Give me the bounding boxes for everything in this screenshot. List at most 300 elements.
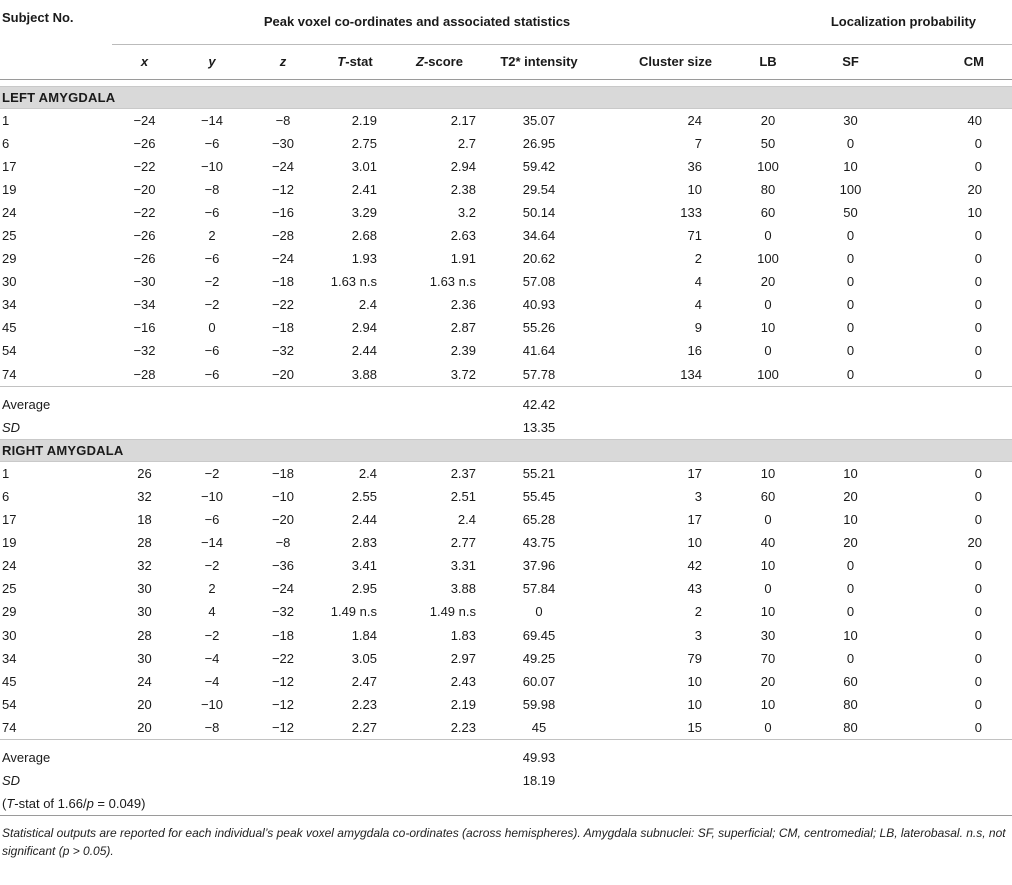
t2-intensity-cell: 57.84 <box>522 581 556 597</box>
t-stat-header: T-stat <box>319 44 391 79</box>
cm-header: CM <box>887 44 1012 79</box>
lb-cell: 20 <box>760 673 776 689</box>
table-row <box>0 461 1012 485</box>
table-row <box>0 247 1012 270</box>
t-stat-cell: 2.68 <box>351 228 377 244</box>
cm-cell: 0 <box>974 465 983 481</box>
table-footnote: Statistical outputs are reported for each individual’s peak voxel amygdala co-ordinates (across hemispheres). Amygdala subnuclei: SF, superficial; CM, centromedial; LB, laterobasal. n.s, not significant (p > 0.05). <box>0 816 1012 861</box>
sf-cell: 0 <box>846 581 855 597</box>
cm-cell: 0 <box>974 604 983 620</box>
x-cell: −30 <box>133 274 156 290</box>
sf-cell: 10 <box>843 158 858 174</box>
x-cell: −28 <box>133 366 156 382</box>
cluster-size-cell: 43 <box>687 581 702 597</box>
cluster-size-header: Cluster size <box>590 44 722 79</box>
sf-cell: 80 <box>843 719 858 735</box>
y-cell: −2 <box>204 558 220 574</box>
t2-intensity-cell: 57.08 <box>522 274 556 290</box>
sf-cell: 80 <box>843 696 858 712</box>
cluster-size-cell: 133 <box>680 204 702 220</box>
table-row <box>0 132 1012 155</box>
localization-group-header: Localization probability <box>722 0 1012 44</box>
cm-cell: 20 <box>967 535 983 551</box>
y-cell: −6 <box>204 343 220 359</box>
z-cell: −24 <box>271 251 295 267</box>
lb-cell: 100 <box>757 251 779 267</box>
table-row <box>0 270 1012 293</box>
cm-cell: 0 <box>974 650 983 666</box>
y-cell: 2 <box>208 581 216 597</box>
subject-no-cell: 34 <box>2 297 17 313</box>
subject-no-cell: 6 <box>2 135 10 151</box>
cluster-size-cell: 2 <box>694 604 702 620</box>
z-score-cell: 2.17 <box>450 112 476 128</box>
cm-cell: 40 <box>967 112 983 128</box>
subject-subheader <box>0 44 112 79</box>
z-header: z <box>247 44 319 79</box>
t2-intensity-cell: 29.54 <box>522 181 556 197</box>
cluster-size-cell: 3 <box>694 627 702 643</box>
y-cell: −4 <box>204 673 220 689</box>
z-score-cell: 2.19 <box>450 696 476 712</box>
sf-cell: 0 <box>846 228 855 244</box>
subject-no-cell: 17 <box>2 512 17 528</box>
table-row <box>0 554 1012 577</box>
z-cell: −18 <box>271 320 295 336</box>
z-cell: −22 <box>271 650 295 666</box>
x-cell: −32 <box>133 343 156 359</box>
x-cell: −22 <box>133 158 156 174</box>
t2-intensity-cell: 41.64 <box>522 343 556 359</box>
lb-cell: 100 <box>757 366 779 382</box>
cm-cell: 0 <box>974 320 983 336</box>
x-header: x <box>112 44 177 79</box>
y-cell: 2 <box>208 228 216 244</box>
table-row <box>0 363 1012 387</box>
cluster-size-cell: 7 <box>694 135 702 151</box>
cluster-size-cell: 9 <box>694 320 702 336</box>
x-cell: −34 <box>133 297 156 313</box>
cm-cell: 0 <box>974 581 983 597</box>
table-row <box>0 716 1012 740</box>
lb-header: LB <box>722 44 814 79</box>
left-amygdala-heading: LEFT AMYGDALA <box>0 86 1012 108</box>
z-cell: −12 <box>271 719 295 735</box>
cluster-size-cell: 36 <box>687 158 702 174</box>
t-stat-cell: 3.88 <box>351 366 377 382</box>
z-score-cell: 2.37 <box>450 465 476 481</box>
cm-cell: 0 <box>974 719 983 735</box>
z-score-cell: 1.91 <box>450 251 476 267</box>
cm-cell: 0 <box>974 251 983 267</box>
left-amygdala-heading-row <box>0 86 1012 108</box>
t-stat-cell: 1.93 <box>351 251 377 267</box>
table-row <box>0 316 1012 339</box>
t-stat-cell: 2.44 <box>351 512 377 528</box>
sd-value: 13.35 <box>522 419 556 435</box>
z-cell: −18 <box>271 274 295 290</box>
lb-cell: 70 <box>760 650 776 666</box>
right-sd-row <box>0 769 1012 792</box>
lb-cell: 10 <box>760 604 776 620</box>
subject-no-cell: 24 <box>2 558 17 574</box>
lb-cell: 20 <box>760 112 776 128</box>
cluster-size-cell: 79 <box>687 650 702 666</box>
z-cell: −36 <box>271 558 295 574</box>
table-row <box>0 693 1012 716</box>
cluster-size-cell: 4 <box>694 274 702 290</box>
table-row <box>0 155 1012 178</box>
x-cell: −26 <box>133 251 156 267</box>
lb-cell: 100 <box>757 158 779 174</box>
subject-no-header: Subject No. <box>2 10 74 25</box>
lb-cell: 0 <box>764 581 772 597</box>
sf-cell: 0 <box>846 558 855 574</box>
table-row <box>0 577 1012 600</box>
z-score-cell: 2.4 <box>457 512 476 528</box>
y-cell: −2 <box>204 297 220 313</box>
t2-intensity-cell: 45 <box>531 719 547 735</box>
z-score-cell: 1.63 n.s <box>429 274 476 290</box>
left-summary <box>0 386 1012 439</box>
z-cell: −22 <box>271 297 295 313</box>
sf-cell: 10 <box>843 512 858 528</box>
y-cell: −10 <box>200 488 224 504</box>
z-score-header: Z-score <box>391 44 488 79</box>
z-score-cell: 2.87 <box>450 320 476 336</box>
z-score-cell: 2.77 <box>450 535 476 551</box>
subject-no-cell: 24 <box>2 204 17 220</box>
x-cell: 24 <box>137 673 152 689</box>
lb-cell: 0 <box>764 297 772 313</box>
z-score-cell: 2.23 <box>450 719 476 735</box>
z-score-cell: 1.83 <box>450 627 476 643</box>
sf-cell: 0 <box>846 343 855 359</box>
table-row <box>0 178 1012 201</box>
z-cell: −8 <box>275 112 291 128</box>
cm-cell: 0 <box>974 366 983 382</box>
table-row <box>0 201 1012 224</box>
table-row <box>0 623 1012 646</box>
z-cell: −30 <box>271 135 295 151</box>
sf-cell: 0 <box>846 366 855 382</box>
t2-intensity-cell: 59.42 <box>522 158 556 174</box>
y-cell: −10 <box>200 158 224 174</box>
table-row <box>0 600 1012 623</box>
z-score-cell: 2.38 <box>450 181 476 197</box>
cluster-size-cell: 10 <box>687 673 702 689</box>
right-amygdala-heading: RIGHT AMYGDALA <box>0 439 1012 461</box>
z-cell: −12 <box>271 696 295 712</box>
cm-cell: 0 <box>974 135 983 151</box>
table-row <box>0 670 1012 693</box>
sf-header: SF <box>814 44 887 79</box>
left-sd-row <box>0 416 1012 440</box>
lb-cell: 60 <box>760 204 776 220</box>
sf-cell: 10 <box>843 627 858 643</box>
y-cell: −14 <box>200 112 224 128</box>
t2-intensity-cell: 0 <box>535 604 543 620</box>
cm-cell: 10 <box>967 204 983 220</box>
z-cell: −24 <box>271 581 295 597</box>
subject-no-cell: 54 <box>2 343 17 359</box>
cm-cell: 0 <box>974 297 983 313</box>
z-score-cell: 1.49 n.s <box>429 604 476 620</box>
t2-intensity-cell: 40.93 <box>522 297 556 313</box>
x-cell: −26 <box>133 135 156 151</box>
table-row <box>0 485 1012 508</box>
z-score-cell: 2.63 <box>450 228 476 244</box>
z-cell: −10 <box>271 488 295 504</box>
sf-cell: 0 <box>846 251 855 267</box>
z-score-cell: 2.51 <box>450 488 476 504</box>
subject-no-cell: 1 <box>2 112 10 128</box>
sf-cell: 0 <box>846 274 855 290</box>
t2-intensity-cell: 49.25 <box>522 650 556 666</box>
footnote-row <box>0 816 1012 861</box>
table-row <box>0 508 1012 531</box>
lb-cell: 10 <box>760 558 776 574</box>
table-row <box>0 339 1012 362</box>
t-stat-cell: 1.63 n.s <box>330 274 377 290</box>
t2-intensity-cell: 55.21 <box>522 465 556 481</box>
t2-intensity-cell: 50.14 <box>522 204 556 220</box>
sf-cell: 20 <box>843 488 858 504</box>
t-stat-cell: 2.94 <box>351 320 377 336</box>
t2-intensity-cell: 34.64 <box>522 228 556 244</box>
cm-cell: 0 <box>974 488 983 504</box>
lb-cell: 80 <box>760 181 776 197</box>
lb-cell: 0 <box>764 719 772 735</box>
t2-intensity-cell: 59.98 <box>522 696 556 712</box>
y-cell: −6 <box>204 251 220 267</box>
cluster-size-cell: 4 <box>694 297 702 313</box>
z-cell: −24 <box>271 158 295 174</box>
t-stat-cell: 3.05 <box>351 650 377 666</box>
sf-cell: 0 <box>846 297 855 313</box>
z-score-cell: 3.88 <box>450 581 476 597</box>
z-score-cell: 2.97 <box>450 650 476 666</box>
x-cell: 30 <box>137 604 152 620</box>
subject-no-cell: 34 <box>2 650 17 666</box>
x-cell: 20 <box>137 719 152 735</box>
subject-no-cell: 25 <box>2 581 17 597</box>
lb-cell: 10 <box>760 696 776 712</box>
x-cell: −16 <box>133 320 156 336</box>
cluster-size-cell: 24 <box>687 112 702 128</box>
cm-cell: 0 <box>974 696 983 712</box>
sd-label: SD <box>2 773 21 789</box>
t-stat-cell: 2.4 <box>358 297 377 313</box>
cluster-size-cell: 71 <box>687 228 702 244</box>
table-row <box>0 293 1012 316</box>
cm-cell: 20 <box>967 181 983 197</box>
left-amygdala-section <box>0 79 1012 386</box>
x-cell: 28 <box>137 627 152 643</box>
table-row <box>0 108 1012 132</box>
subject-no-cell: 6 <box>2 488 10 504</box>
t2-intensity-cell: 55.26 <box>522 320 556 336</box>
y-cell: −8 <box>204 181 220 197</box>
threshold-note: (T-stat of 1.66/p = 0.049) <box>2 796 146 812</box>
z-cell: −20 <box>271 512 295 528</box>
lb-cell: 10 <box>760 465 776 481</box>
cm-cell: 0 <box>974 512 983 528</box>
t-stat-cell: 2.23 <box>351 696 377 712</box>
sf-cell: 10 <box>843 465 858 481</box>
t2-intensity-cell: 65.28 <box>522 512 556 528</box>
z-cell: −20 <box>271 366 295 382</box>
sf-cell: 60 <box>843 673 858 689</box>
y-cell: −4 <box>204 650 220 666</box>
t2-intensity-cell: 60.07 <box>522 673 556 689</box>
z-cell: −18 <box>271 465 295 481</box>
t2-intensity-header: T2* intensity <box>488 44 590 79</box>
subject-no-cell: 29 <box>2 604 17 620</box>
z-cell: −28 <box>271 228 295 244</box>
y-cell: −6 <box>204 135 220 151</box>
z-score-cell: 2.39 <box>450 343 476 359</box>
average-label: Average <box>2 749 51 765</box>
y-cell: −10 <box>200 696 224 712</box>
z-cell: −16 <box>271 204 295 220</box>
y-cell: −6 <box>204 366 220 382</box>
t-stat-cell: 2.47 <box>351 673 377 689</box>
z-score-cell: 2.7 <box>457 135 476 151</box>
z-cell: −12 <box>271 673 295 689</box>
y-cell: −14 <box>200 535 224 551</box>
x-cell: −24 <box>133 112 156 128</box>
x-cell: −26 <box>133 228 156 244</box>
z-score-cell: 3.72 <box>450 366 476 382</box>
cm-cell: 0 <box>974 673 983 689</box>
subject-no-cell: 1 <box>2 465 10 481</box>
t-stat-cell: 3.01 <box>351 158 377 174</box>
sf-cell: 20 <box>843 535 858 551</box>
table-row <box>0 531 1012 554</box>
z-score-cell: 2.94 <box>450 158 476 174</box>
cm-cell: 0 <box>974 158 983 174</box>
z-cell: −18 <box>271 627 295 643</box>
x-cell: 30 <box>137 650 152 666</box>
cluster-size-cell: 134 <box>680 366 702 382</box>
t2-intensity-cell: 43.75 <box>522 535 556 551</box>
cluster-size-cell: 42 <box>687 558 702 574</box>
z-cell: −12 <box>271 181 295 197</box>
cluster-size-cell: 17 <box>687 465 702 481</box>
cluster-size-cell: 10 <box>687 696 702 712</box>
subject-no-cell: 30 <box>2 274 17 290</box>
y-cell: −6 <box>204 204 220 220</box>
threshold-note-row <box>0 792 1012 816</box>
t-stat-cell: 2.41 <box>351 181 377 197</box>
table-row <box>0 647 1012 670</box>
x-cell: −20 <box>133 181 156 197</box>
t2-intensity-cell: 57.78 <box>522 366 556 382</box>
cluster-size-cell: 16 <box>687 343 702 359</box>
lb-cell: 0 <box>764 343 772 359</box>
peak-voxel-group-header: Peak voxel co-ordinates and associated statistics <box>112 0 722 44</box>
t-stat-cell: 1.49 n.s <box>330 604 377 620</box>
subject-no-cell: 45 <box>2 673 17 689</box>
t2-intensity-cell: 20.62 <box>522 251 556 267</box>
subject-no-cell: 17 <box>2 158 17 174</box>
z-cell: −32 <box>271 343 295 359</box>
x-cell: 32 <box>137 558 152 574</box>
subject-no-cell: 54 <box>2 696 17 712</box>
t2-intensity-cell: 69.45 <box>522 627 556 643</box>
sf-cell: 0 <box>846 604 855 620</box>
z-cell: −32 <box>271 604 295 620</box>
cluster-size-cell: 10 <box>687 535 702 551</box>
cm-cell: 0 <box>974 558 983 574</box>
header-column-row <box>0 44 1012 79</box>
subject-no-cell: 29 <box>2 251 17 267</box>
sf-cell: 0 <box>846 320 855 336</box>
y-cell: −2 <box>204 465 220 481</box>
right-amygdala-section <box>0 439 1012 739</box>
lb-cell: 10 <box>760 320 776 336</box>
t-stat-cell: 2.27 <box>351 719 377 735</box>
y-cell: −2 <box>204 627 220 643</box>
x-cell: 20 <box>137 696 152 712</box>
t-stat-cell: 2.55 <box>351 488 377 504</box>
x-cell: 18 <box>137 512 152 528</box>
average-value: 49.93 <box>522 749 556 765</box>
y-cell: 0 <box>208 320 216 336</box>
t2-intensity-cell: 37.96 <box>522 558 556 574</box>
z-score-cell: 3.31 <box>450 558 476 574</box>
subject-no-cell: 19 <box>2 181 17 197</box>
x-cell: 28 <box>137 535 152 551</box>
header-group-row <box>0 0 1012 44</box>
sf-cell: 50 <box>843 204 858 220</box>
subject-no-cell: 25 <box>2 228 17 244</box>
subject-no-cell: 45 <box>2 320 17 336</box>
cm-cell: 0 <box>974 228 983 244</box>
t2-intensity-cell: 35.07 <box>522 112 556 128</box>
cluster-size-cell: 2 <box>694 251 702 267</box>
cluster-size-cell: 15 <box>687 719 702 735</box>
sf-cell: 0 <box>846 135 855 151</box>
cm-cell: 0 <box>974 274 983 290</box>
sf-cell: 100 <box>839 181 862 197</box>
t2-intensity-cell: 55.45 <box>522 488 556 504</box>
t-stat-cell: 3.41 <box>351 558 377 574</box>
right-average-row <box>0 746 1012 769</box>
sd-value: 18.19 <box>522 773 556 789</box>
average-label: Average <box>2 396 51 412</box>
t-stat-cell: 3.29 <box>351 204 377 220</box>
lb-cell: 0 <box>764 228 772 244</box>
t-stat-cell: 2.83 <box>351 535 377 551</box>
cluster-size-cell: 10 <box>687 181 702 197</box>
left-average-row <box>0 393 1012 416</box>
sf-cell: 0 <box>846 650 855 666</box>
cm-cell: 0 <box>974 627 983 643</box>
y-cell: −8 <box>204 719 220 735</box>
t-stat-cell: 2.19 <box>351 112 377 128</box>
table-row <box>0 224 1012 247</box>
subject-no-cell: 30 <box>2 627 17 643</box>
z-score-cell: 2.36 <box>450 297 476 313</box>
subject-no-cell: 74 <box>2 366 17 382</box>
x-cell: 30 <box>137 581 152 597</box>
y-cell: 4 <box>208 604 216 620</box>
z-score-cell: 2.43 <box>450 673 476 689</box>
t-stat-cell: 2.44 <box>351 343 377 359</box>
y-cell: −2 <box>204 274 220 290</box>
